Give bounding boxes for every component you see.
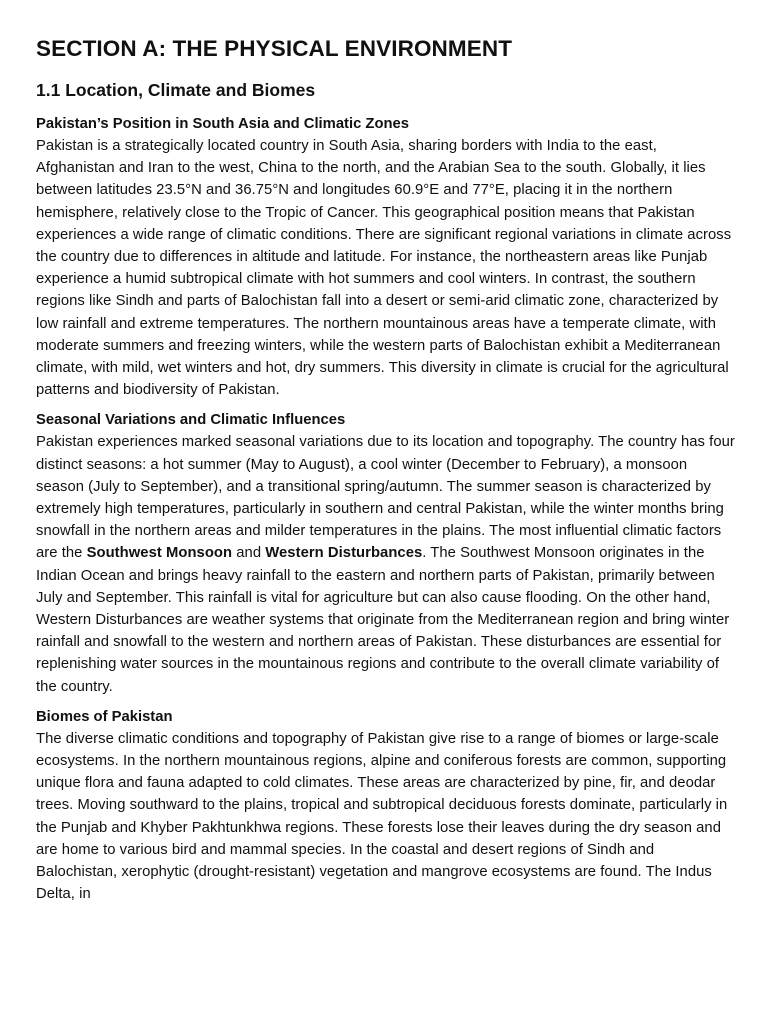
section-paragraph: Pakistan is a strategically located country in South Asia, sharing borders with India to the east, Afghanistan and Iran to the west, China to the north, and the Arabian Sea to the south. Globally, it lies between latitudes 23.5°N and 36.75°N and longitudes 60.9°E and 77°E, placing it in the northern hemisphere, relatively close to the Tropic of Cancer. This geographical position means that Pakistan experiences a wide range of climatic conditions. There are significant regional variations in climate across the country due to differences in altitude and latitude. For instance, the northeastern areas like Punjab experience a humid subtropical climate with hot summers and cool winters. In contrast, the southern regions like Sindh and parts of Balochistan fall into a desert or semi-arid climatic zone, characterized by low rainfall and extreme temperatures. The northern mountainous areas have a temperate climate, with moderate summers and freezing winters, while the western parts of Balochistan exhibit a Mediterranean climate, with mild, wet winters and hot, dry summers. This diversity in climate is crucial for the agricultural patterns and biodiversity of Pakistan. <box>36 138 732 399</box>
section-seasonal-variations <box>36 409 736 697</box>
paragraph-text: . The Southwest Monsoon originates in the Indian Ocean and brings heavy rainfall to the eastern and northern parts of Pakistan, primarily between July and September. This rainfall is vital for agriculture but can also cause flooding. On the other hand, Western Disturbances are weather systems that originate from the Mediterranean region and bring winter rainfall and snowfall to the western and northern areas of Pakistan. These disturbances are essential for replenishing water sources in the mountainous regions and contribute to the overall climate variability of the country. <box>36 545 730 695</box>
subsection-title: 1.1 Location, Climate and Biomes <box>36 80 316 100</box>
document-page <box>36 34 736 906</box>
paragraph-text: Pakistan experiences marked seasonal variations due to its location and topography. The country has four distinct seasons: a hot summer (May to August), a cool winter (December to February), a monsoon season (July to September), and a transitional spring/autumn. The summer season is characterized by extremely high temperatures, particularly in southern and central Pakistan, while the winter months bring snowfall in the northern areas and milder temperatures in the plains. The most influential climatic factors are the <box>36 434 735 562</box>
section-paragraph <box>36 431 736 697</box>
section-heading: Pakistan’s Position in South Asia and Climatic Zones <box>36 116 410 132</box>
section-paragraph: The diverse climatic conditions and topography of Pakistan give rise to a range of biomes or large-scale ecosystems. In the northern mountainous regions, alpine and coniferous forests are common, supporting unique flora and fauna adapted to cold climates. These areas are characterized by pine, fir, and deodar trees. Moving southward to the plains, tropical and subtropical deciduous forests dominate, particularly in the Punjab and Khyber Pakhtunkhwa regions. These forests lose their leaves during the dry season and are home to various bird and mammal species. In the coastal and desert regions of Sindh and Balochistan, xerophytic (drought-resistant) vegetation and mangrove ecosystems are found. The Indus Delta, in <box>36 730 728 903</box>
section-heading: Biomes of Pakistan <box>36 708 173 725</box>
section-biomes <box>36 706 736 906</box>
section-heading: Seasonal Variations and Climatic Influences <box>36 412 346 429</box>
section-title: SECTION A: THE PHYSICAL ENVIRONMENT <box>36 36 513 61</box>
section-position-climatic-zones <box>36 113 736 401</box>
paragraph-text: and <box>232 545 266 562</box>
bold-term-western-disturbances: Western Disturbances <box>265 545 423 562</box>
bold-term-southwest-monsoon: Southwest Monsoon <box>86 545 233 562</box>
